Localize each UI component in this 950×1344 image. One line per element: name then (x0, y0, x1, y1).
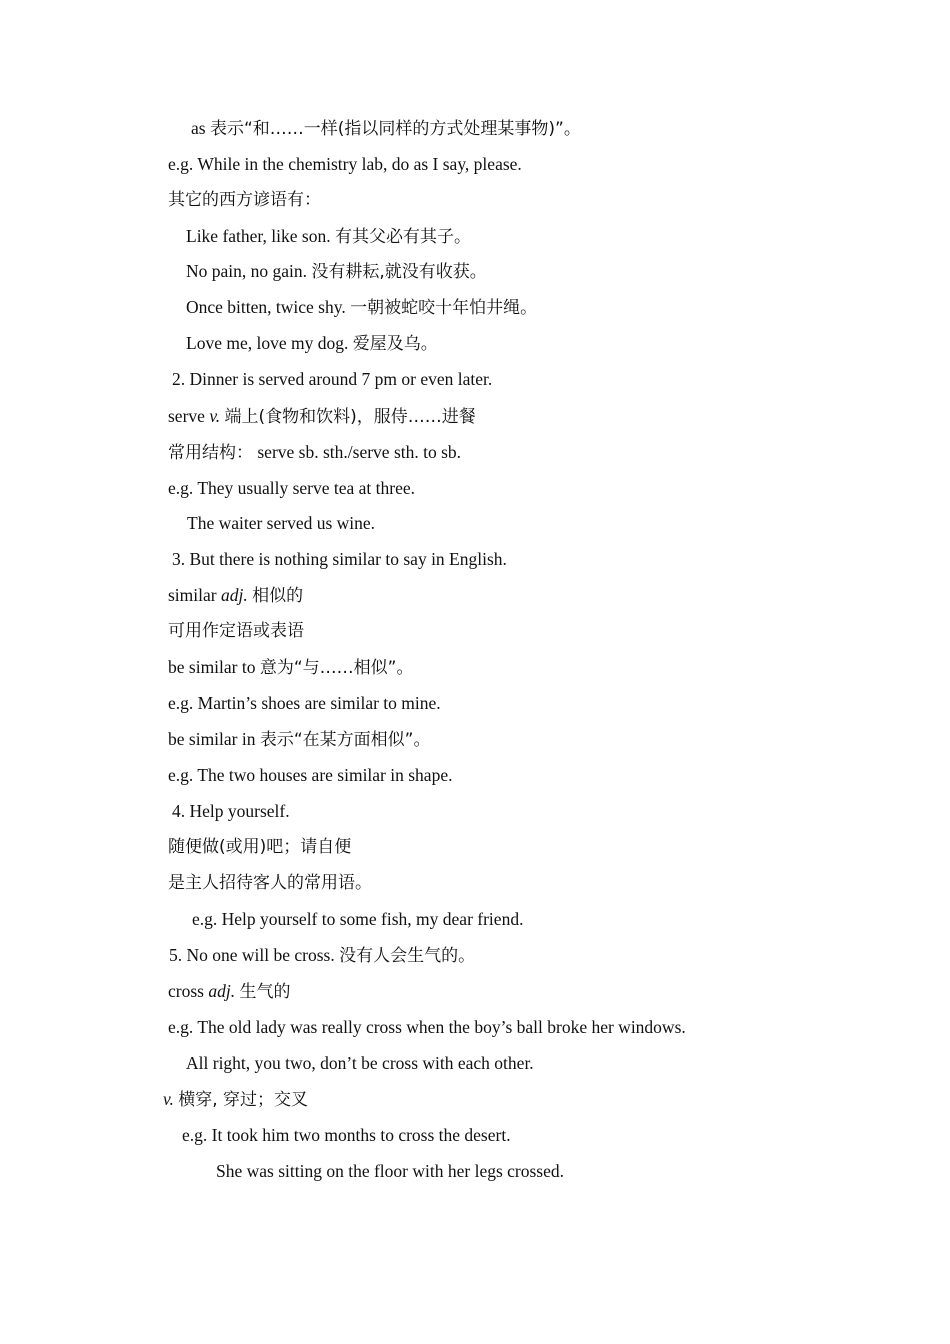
line-word-definition: serve v. 端上(食物和饮料)，服侍……进餐 (168, 406, 476, 427)
line-sentence-heading: 4. Help yourself. (172, 801, 290, 821)
line-usage-note: 是主人招待客人的常用语。 (168, 873, 372, 893)
line-example: e.g. Help yourself to some fish, my dear friend. (192, 909, 524, 929)
line-proverb: No pain, no gain. 没有耕耘,就没有收获。 (186, 261, 487, 282)
line-proverb: Like father, like son. 有其父必有其子。 (186, 226, 471, 247)
line-example: e.g. They usually serve tea at three. (168, 478, 416, 498)
line-meaning: 随便做(或用)吧；请自便 (168, 837, 352, 857)
line-phrase-meaning: be similar to 意为“与……相似”。 (168, 657, 414, 678)
line-example: The waiter served us wine. (187, 513, 376, 533)
line-word-definition: similar adj. 相似的 (168, 585, 304, 606)
line-example: e.g. Martin’s shoes are similar to mine. (168, 693, 441, 713)
line-example: e.g. It took him two months to cross the desert. (182, 1125, 511, 1145)
line-usage-note: 可用作定语或表语 (168, 621, 304, 641)
line-proverb: Once bitten, twice shy. 一朝被蛇咬十年怕井绳。 (186, 297, 538, 318)
line-sentence-heading: 5. No one will be cross. 没有人会生气的。 (169, 945, 476, 966)
line-proverb: Love me, love my dog. 爱屋及乌。 (186, 333, 438, 354)
line-example: She was sitting on the floor with her legs crossed. (216, 1161, 565, 1181)
line-word-definition: cross adj. 生气的 (168, 981, 291, 1002)
line-proverbs-heading: 其它的西方谚语有： (168, 190, 321, 210)
line-word-definition: v. 横穿, 穿过；交叉 (163, 1089, 309, 1110)
line-phrase-meaning: be similar in 表示“在某方面相似”。 (168, 729, 431, 750)
line-sentence-heading: 3. But there is nothing similar to say in English. (172, 549, 507, 569)
line-example: All right, you two, don’t be cross with each other. (186, 1053, 534, 1073)
line-example: e.g. While in the chemistry lab, do as I say, please. (168, 154, 522, 174)
line-structure: 常用结构： serve sb. sth./serve sth. to sb. (168, 442, 462, 463)
line-sentence-heading: 2. Dinner is served around 7 pm or even later. (172, 369, 493, 389)
line-as-meaning: as 表示“和……一样(指以同样的方式处理某事物)”。 (191, 118, 581, 139)
line-example: e.g. The old lady was really cross when the boy’s ball broke her windows. (168, 1017, 686, 1037)
line-example: e.g. The two houses are similar in shape. (168, 765, 453, 785)
